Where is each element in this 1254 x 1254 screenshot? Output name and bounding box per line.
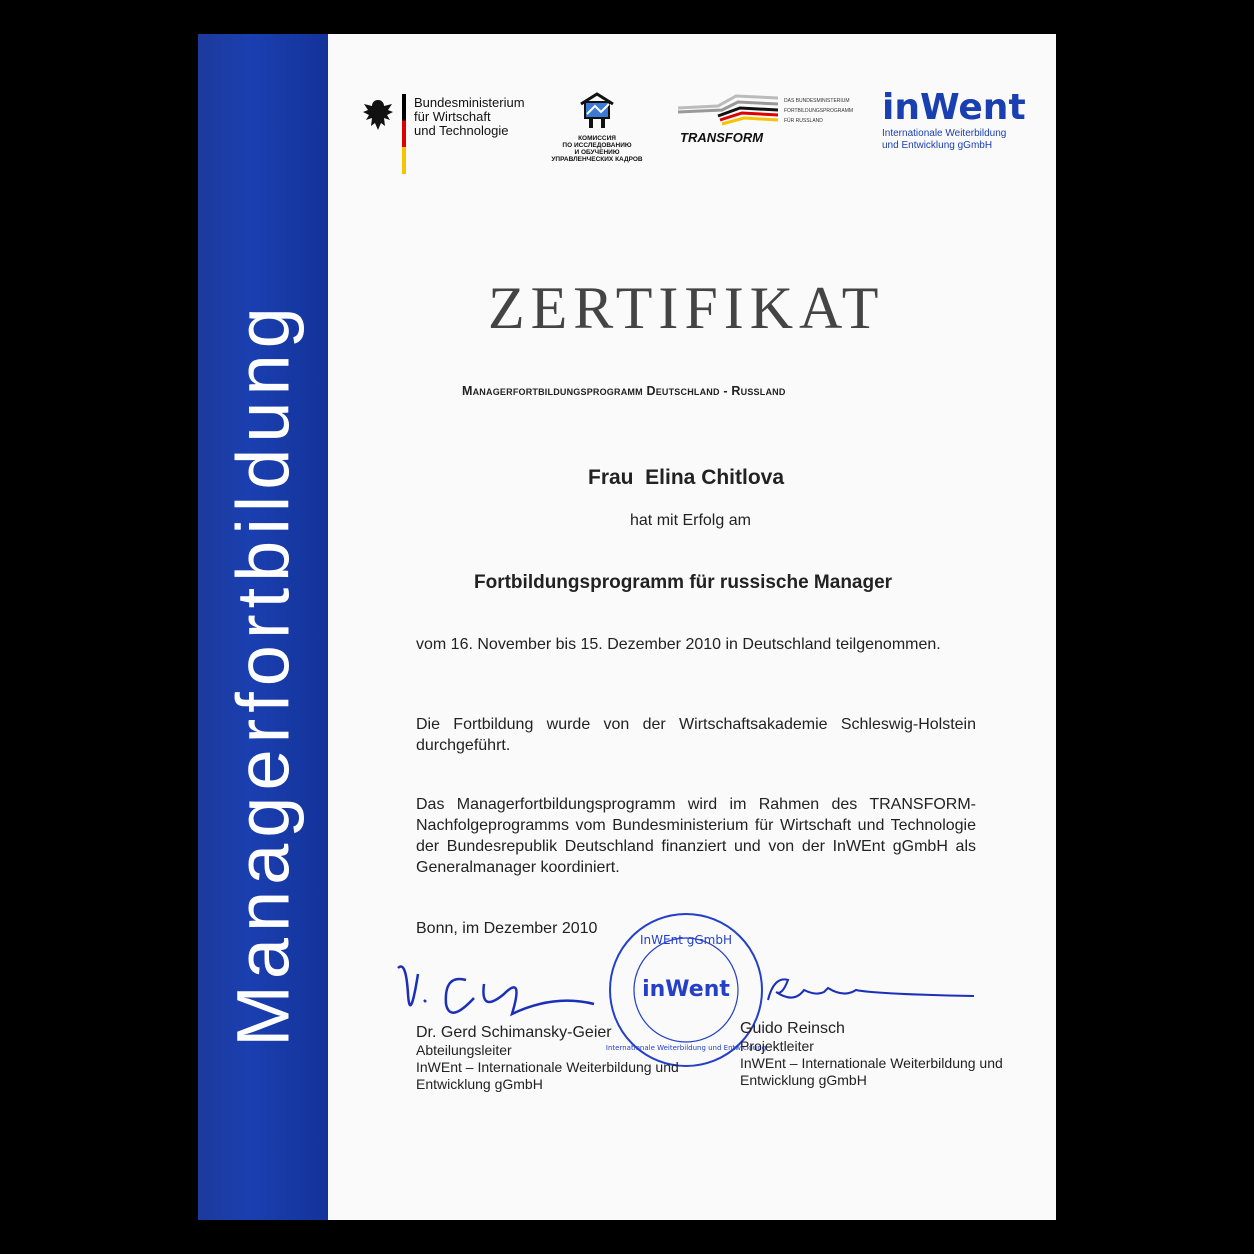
bmwi-logo bbox=[360, 92, 530, 182]
sidebar-vertical-text: Managerfortbildung bbox=[221, 301, 305, 1047]
transform-stripes-icon bbox=[678, 94, 778, 130]
signatory-right-org: InWEnt – Internationale Weiterbildung und Entwicklung gGmbH bbox=[740, 1055, 1003, 1088]
inwent-text: Internationale Weiterbildung und Entwicklung gGmbH bbox=[882, 128, 1007, 151]
success-line: hat mit Erfolg am bbox=[630, 512, 751, 529]
signature-right bbox=[764, 970, 984, 1010]
signatory-left-role: Abteilungsleiter bbox=[416, 1042, 512, 1058]
certificate-sheet bbox=[198, 34, 1056, 1220]
stamp-ring-text: Internationale Weiterbildung und Entwicklung bbox=[606, 1044, 766, 1052]
signatory-left bbox=[416, 1024, 706, 1093]
signature-left bbox=[394, 954, 614, 1034]
sidebar-band bbox=[198, 34, 328, 1220]
funding-paragraph: Das Managerfortbildungsprogramm wird im Rahmen des TRANSFORM-Nachfolgeprogramms vom Bundesministerium für Wirtschaft und Technologie der Bundesrepublik Deutschland finanziert und von der InWEnt gGmbH als Generalmanager koordiniert. bbox=[416, 796, 976, 876]
signatory-left-name: Dr. Gerd Schimansky-Geier bbox=[416, 1024, 612, 1041]
signatory-right bbox=[740, 1020, 1030, 1089]
recipient-name: Frau Elina Chitlova bbox=[588, 466, 785, 489]
signatory-right-role: Projektleiter bbox=[740, 1038, 814, 1054]
eagle-icon bbox=[360, 96, 396, 136]
course-title: Fortbildungsprogramm für russische Manager bbox=[474, 572, 893, 593]
inwent-logo bbox=[882, 88, 1032, 168]
stamp-center-text: inWent bbox=[642, 977, 730, 1002]
dates-paragraph: vom 16. November bis 15. Dezember 2010 in Deutschland teilgenommen. bbox=[416, 636, 941, 653]
inwent-word: inWent bbox=[882, 87, 1026, 128]
kommission-icon bbox=[577, 92, 617, 130]
transform-logo bbox=[678, 94, 854, 154]
german-flag-stripe bbox=[402, 94, 406, 174]
program-title: Managerfortbildungsprogramm Deutschland - Russland bbox=[462, 384, 786, 398]
stamp-top-text: InWEnt gGmbH bbox=[640, 933, 732, 947]
kommission-logo bbox=[542, 92, 652, 172]
certificate-title: ZERTIFIKAT bbox=[488, 275, 885, 341]
place-date: Bonn, im Dezember 2010 bbox=[416, 920, 598, 937]
transform-word: TRANSFORM bbox=[680, 130, 764, 145]
bmwi-text: Bundesministerium für Wirtschaft und Technologie bbox=[414, 95, 525, 138]
kommission-text: КОМИССИЯ ПО ИССЛЕДОВАНИЮ И ОБУЧЕНИЮ УПРАВЛЕНЧЕСКИХ КАДРОВ bbox=[551, 135, 643, 163]
signatory-right-name: Guido Reinsch bbox=[740, 1020, 845, 1037]
transform-small-text: DAS BUNDESMINISTERIUM FORTBILDUNGSPROGRAMM FÜR RUSSLAND bbox=[784, 98, 854, 124]
organizer-paragraph: Die Fortbildung wurde von der Wirtschaftsakademie Schleswig-Holstein durchgeführt. bbox=[416, 716, 976, 754]
signatory-left-org: InWEnt – Internationale Weiterbildung und Entwicklung gGmbH bbox=[416, 1059, 679, 1092]
